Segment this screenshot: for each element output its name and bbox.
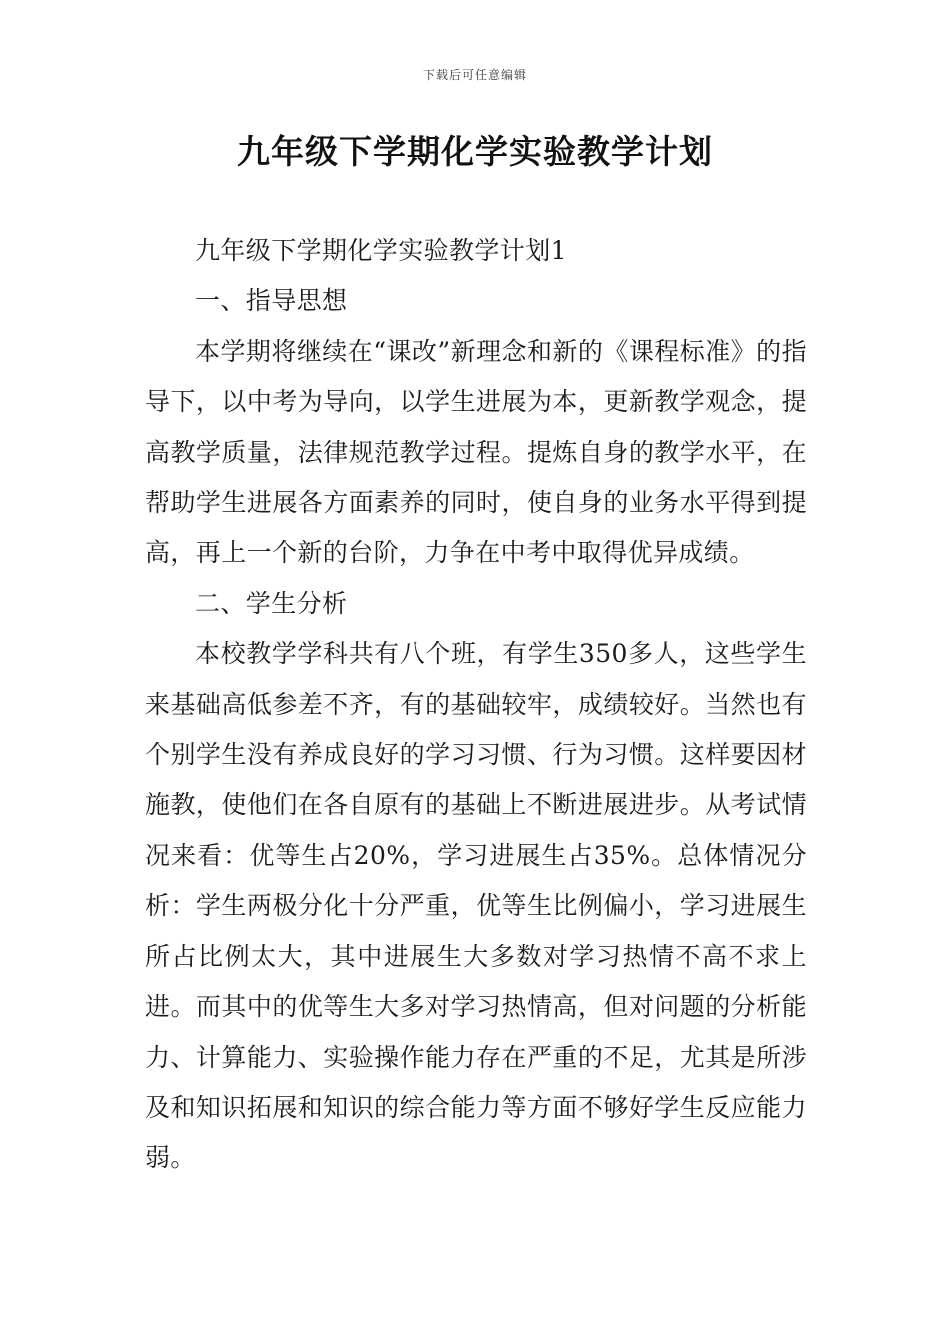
header-note: 下载后可任意编辑 <box>422 68 527 82</box>
section-heading-guiding-thought: 一、指导思想 <box>195 286 348 316</box>
document-title: 九年级下学期化学实验教学计划 <box>237 132 713 171</box>
paragraph-guiding-thought: 本学期将继续在“课改”新理念和新的《课程标准》的指导下，以中考为导向，以学生进展为本，更新教学观念，提高教学质量，法律规范教学过程。提炼自身的教学水平，在帮助学生进展各方面素养的同时，使自身的业务水平得到提高，再上一个新的台阶，力争在中考中取得优异成绩。 <box>145 336 807 568</box>
section-heading-student-analysis: 二、学生分析 <box>195 588 348 618</box>
paragraph-subtitle: 九年级下学期化学实验教学计划1 <box>195 236 567 265</box>
paragraph-student-analysis: 本校教学学科共有八个班，有学生350多人，这些学生来基础高低参差不齐，有的基础较牢，成绩较好。当然也有个别学生没有养成良好的学习习惯、行为习惯。这样要因材施教，使他们在各自原有的基础上不断进展进步。从考试情况来看：优等生占20%，学习进展生占35%。总体情况分析：学生两极分化十分严重，优等生比例偏小，学习进展生所占比例太大，其中进展生大多数对学习热情不高不求上进。而其中的优等生大多对学习热情高，但对问题的分析能力、计算能力、实验操作能力存在严重的不足，尤其是所涉及和知识拓展和知识的综合能力等方面不够好学生反应能力弱。 <box>145 639 807 1173</box>
document-body <box>145 226 807 1184</box>
